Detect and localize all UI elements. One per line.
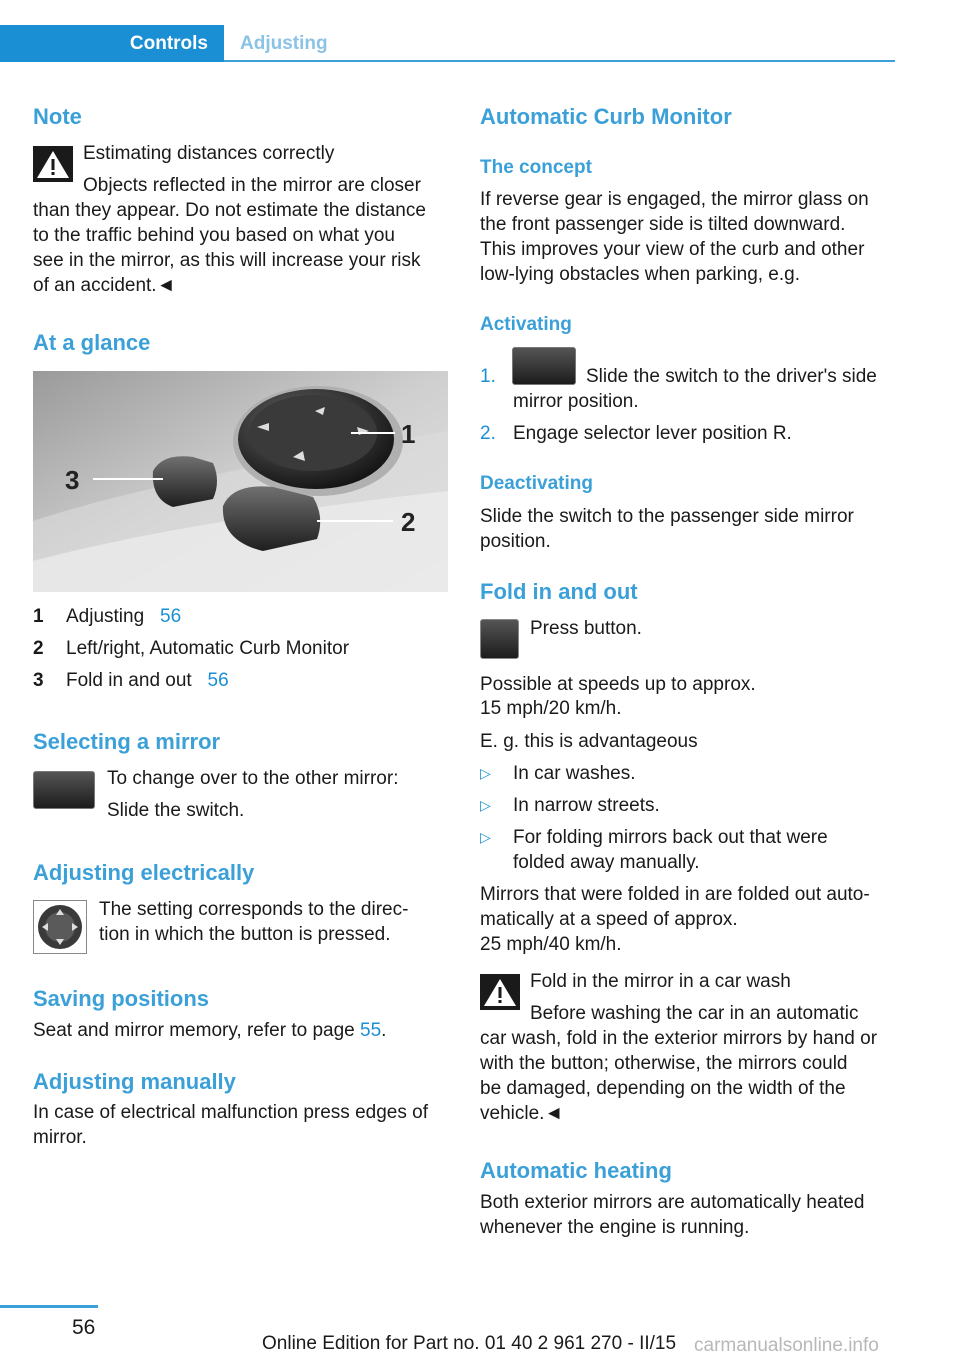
step-number: 1.	[480, 366, 496, 387]
adjusting-electrically-title: Adjusting electrically	[33, 860, 255, 885]
deactivating-text: Slide the switch to the passenger side mirror	[480, 506, 854, 527]
page-header	[0, 25, 895, 62]
concept-text: the front passenger side is tilted downward.	[480, 214, 846, 235]
note-line: of an accident.◄	[33, 275, 176, 296]
footer-rule	[0, 1305, 98, 1308]
bullet-icon: ▷	[480, 797, 491, 813]
fold-auto-text: 25 mph/40 km/h.	[480, 934, 622, 955]
heating-text: Both exterior mirrors are automatically heated	[480, 1192, 865, 1213]
fold-auto-text: Mirrors that were folded in are folded out auto‐	[480, 884, 870, 905]
callout-2: 2	[401, 507, 416, 537]
at-a-glance-title: At a glance	[33, 330, 151, 355]
page-number: 56	[72, 1316, 96, 1339]
heating-text: whenever the engine is running.	[480, 1217, 750, 1238]
legend-number: 2	[33, 638, 44, 659]
legend-item: Fold in and out 56	[66, 670, 229, 691]
bullet-text: folded away manually.	[513, 852, 700, 873]
manual-text: In case of electrical malfunction press edges of	[33, 1102, 428, 1123]
deactivating-title: Deactivating	[480, 473, 593, 494]
warning-icon	[33, 146, 73, 182]
fold-warning-text: with the button; otherwise, the mirrors could	[480, 1053, 848, 1074]
tab-controls[interactable]: Controls	[0, 25, 224, 62]
automatic-heating-title: Automatic heating	[480, 1158, 672, 1183]
mirror-switch-icon	[33, 771, 95, 809]
bullet-text: In narrow streets.	[513, 795, 660, 816]
fold-warning-title: Fold in the mirror in a car wash	[530, 971, 791, 992]
tab-adjusting[interactable]: Adjusting	[240, 33, 328, 54]
step-text: Engage selector lever position R.	[513, 423, 792, 444]
curb-monitor-title: Automatic Curb Monitor	[480, 104, 732, 129]
selecting-mirror-title: Selecting a mirror	[33, 729, 221, 754]
edition-text: Online Edition for Part no. 01 40 2 961 270 - II/15	[262, 1333, 677, 1354]
legend-number: 3	[33, 670, 44, 691]
note-title: Note	[33, 104, 82, 129]
bullet-text: In car washes.	[513, 763, 636, 784]
concept-text: This improves your view of the curb and other	[480, 239, 865, 260]
manual-text: mirror.	[33, 1127, 87, 1148]
note-line: see in the mirror, as this will increase your risk	[33, 250, 421, 271]
legend-item: Adjusting 56	[66, 606, 182, 627]
fold-warning-text: be damaged, depending on the width of the	[480, 1078, 846, 1099]
fold-text: 15 mph/20 km/h.	[480, 698, 622, 719]
electric-text: tion in which the button is pressed.	[99, 924, 391, 945]
fold-title: Fold in and out	[480, 579, 638, 604]
deactivating-text: position.	[480, 531, 551, 552]
page-link[interactable]: 55	[360, 1020, 382, 1041]
fold-press-text: Press button.	[530, 618, 642, 639]
electric-text: The setting corresponds to the direc‐	[99, 899, 409, 920]
concept-text: If reverse gear is engaged, the mirror glass on	[480, 189, 869, 210]
step-number: 2.	[480, 423, 496, 444]
legend-number: 1	[33, 606, 44, 627]
page-link[interactable]: 56	[207, 670, 229, 691]
legend-item: Left/right, Automatic Curb Monitor	[66, 638, 350, 659]
callout-1: 1	[401, 419, 416, 449]
saving-positions-title: Saving positions	[33, 986, 210, 1011]
fold-warning-text: car wash, fold in the exterior mirrors by hand or	[480, 1028, 878, 1049]
bullet-icon: ▷	[480, 765, 491, 781]
watermark: carmanualsonline.info	[694, 1335, 879, 1356]
concept-text: low-lying obstacles when parking, e.g.	[480, 264, 801, 285]
note-line: than they appear. Do not estimate the distance	[33, 200, 426, 221]
mirror-switch-icon	[512, 347, 576, 385]
selecting-text: Slide the switch.	[107, 800, 245, 821]
step-text: mirror position.	[513, 391, 639, 412]
bullet-icon: ▷	[480, 829, 491, 845]
bullet-text: For folding mirrors back out that were	[513, 827, 828, 848]
fold-auto-text: matically at a speed of approx.	[480, 909, 738, 930]
warning-icon	[480, 974, 520, 1010]
step-text: Slide the switch to the driver's side	[586, 366, 877, 387]
saving-text: Seat and mirror memory, refer to page 55.	[33, 1020, 387, 1041]
selecting-text: To change over to the other mirror:	[107, 768, 399, 789]
fold-warning-text: vehicle.◄	[480, 1103, 564, 1124]
activating-title: Activating	[480, 314, 572, 335]
note-line: Objects reflected in the mirror are closer	[83, 175, 421, 196]
direction-pad-icon	[33, 900, 87, 954]
callout-3: 3	[65, 465, 80, 495]
note-warning-title: Estimating distances correctly	[83, 143, 335, 164]
adjusting-manually-title: Adjusting manually	[33, 1069, 236, 1094]
fold-warning-text: Before washing the car in an automatic	[530, 1003, 859, 1024]
mirror-controls-photo	[33, 371, 448, 592]
fold-text: Possible at speeds up to approx.	[480, 674, 756, 695]
note-line: to the traffic behind you based on what you	[33, 225, 395, 246]
concept-title: The concept	[480, 157, 592, 178]
fold-button-icon	[480, 619, 519, 659]
page-link[interactable]: 56	[160, 606, 182, 627]
fold-text: E. g. this is advantageous	[480, 731, 698, 752]
